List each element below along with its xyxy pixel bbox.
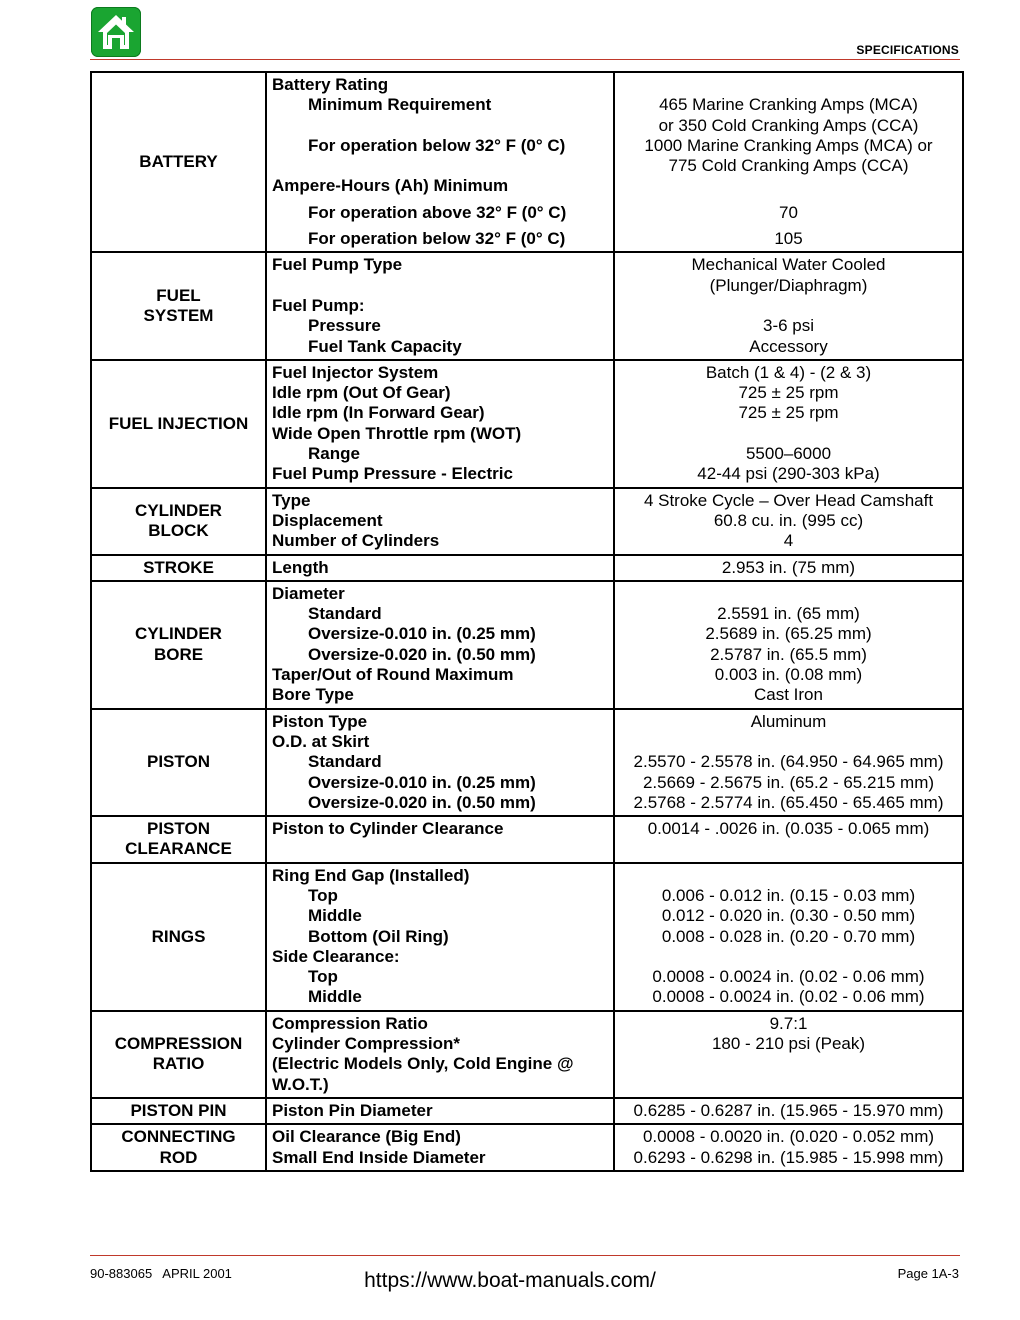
spec-value: 465 Marine Cranking Amps (MCA): [659, 95, 918, 115]
spec-label: Standard: [308, 752, 382, 772]
spec-labels: [266, 1124, 614, 1171]
category-label: CYLINDER: [135, 500, 222, 520]
spec-label: Taper/Out of Round Maximum: [272, 665, 514, 685]
footer-rule: [90, 1255, 960, 1256]
spec-label: Oversize-0.020 in. (0.50 mm): [308, 792, 536, 812]
category-label: PISTON PIN: [130, 1100, 227, 1120]
specifications-table: [90, 71, 964, 1172]
spec-label: Idle rpm (Out Of Gear): [272, 383, 451, 403]
category-label: PISTON: [147, 819, 210, 839]
spec-labels: [266, 709, 614, 816]
category-cell: [91, 581, 266, 709]
spec-label: Small End Inside Diameter: [272, 1147, 486, 1167]
spec-label: Bottom (Oil Ring): [308, 926, 449, 946]
spec-label: Compression Ratio: [272, 1013, 428, 1033]
spec-labels: [266, 1011, 614, 1098]
spec-value: 4 Stroke Cycle – Over Head Camshaft: [643, 490, 934, 510]
website-link[interactable]: https://www.boat-manuals.com/: [364, 1269, 656, 1292]
category-cell: [91, 1098, 266, 1124]
category-cell: [91, 816, 266, 863]
home-button[interactable]: [91, 7, 141, 57]
spec-value: 2.5768 - 2.5774 in. (65.450 - 65.465 mm): [633, 792, 944, 812]
spec-labels: [266, 816, 614, 863]
category-cell: [91, 863, 266, 1011]
spec-value: 725 ± 25 rpm: [738, 383, 839, 403]
spec-value: Accessory: [749, 336, 828, 356]
spec-label: Fuel Pump:: [272, 295, 365, 315]
spec-value: 0.008 - 0.028 in. (0.20 - 0.70 mm): [661, 926, 916, 946]
spec-value: 2.5570 - 2.5578 in. (64.950 - 64.965 mm): [633, 752, 944, 772]
spec-label: Pressure: [308, 316, 381, 336]
spec-labels: [266, 1098, 614, 1124]
spec-value: 42-44 psi (290-303 kPa): [697, 464, 880, 484]
spec-label: For operation above 32° F (0° C): [308, 202, 567, 222]
spec-value: 0.006 - 0.012 in. (0.15 - 0.03 mm): [661, 885, 916, 905]
spec-label: Oversize-0.010 in. (0.25 mm): [308, 772, 536, 792]
spec-label: For operation below 32° F (0° C): [308, 135, 566, 155]
category-label: BORE: [153, 644, 204, 664]
category-label: BLOCK: [148, 521, 209, 541]
table-row-cylinder-block: [91, 488, 963, 555]
spec-label: Side Clearance:: [272, 946, 400, 966]
spec-value: 2.953 in. (75 mm): [721, 557, 856, 577]
spec-label: Battery Rating: [272, 75, 389, 94]
category-label: RATIO: [152, 1054, 205, 1074]
spec-value: or 350 Cold Cranking Amps (CCA): [658, 115, 919, 135]
spec-label: Fuel Pump Pressure - Electric: [272, 464, 513, 484]
category-label: CLEARANCE: [125, 839, 232, 859]
spec-values: [614, 252, 963, 359]
spec-value: Mechanical Water Cooled: [691, 255, 886, 275]
spec-value: 2.5591 in. (65 mm): [717, 604, 860, 624]
spec-value: 3-6 psi: [762, 316, 815, 336]
table-row-piston-clearance: [91, 816, 963, 863]
spec-value: Aluminum: [750, 711, 827, 731]
spec-labels: [266, 863, 614, 1011]
category-label: COMPRESSION: [114, 1034, 243, 1054]
spec-label: Displacement: [272, 510, 383, 530]
spec-label: Range: [308, 444, 360, 464]
spec-label: Middle: [308, 906, 362, 926]
spec-label: Top: [308, 885, 338, 905]
section-title: SPECIFICATIONS: [856, 43, 959, 57]
spec-label: Type: [272, 490, 311, 510]
category-cell: [91, 252, 266, 359]
document-id: 90-883065 APRIL 2001: [90, 1266, 232, 1281]
spec-value: 70: [779, 202, 798, 222]
spec-value: 9.7:1: [769, 1013, 808, 1033]
spec-value: 4: [783, 531, 794, 551]
spec-value: 0.003 in. (0.08 mm): [714, 665, 863, 685]
spec-value: 775 Cold Cranking Amps (CCA): [668, 156, 909, 176]
spec-labels: [266, 555, 614, 581]
spec-label: Fuel Tank Capacity: [308, 336, 462, 356]
spec-values: [614, 1098, 963, 1124]
spec-labels: [266, 488, 614, 555]
spec-labels: [266, 252, 614, 359]
category-label: CYLINDER: [135, 624, 222, 644]
category-cell: [91, 72, 266, 252]
spec-values: [614, 555, 963, 581]
spec-label: Standard: [308, 604, 382, 624]
spec-value: 0.0008 - 0.0020 in. (0.020 - 0.052 mm): [642, 1127, 935, 1147]
spec-label: Number of Cylinders: [272, 531, 440, 551]
spec-label: Oil Clearance (Big End): [272, 1127, 461, 1147]
spec-label: Ampere-Hours (Ah) Minimum: [272, 176, 509, 196]
spec-label: O.D. at Skirt: [272, 731, 370, 751]
spec-value: 0.6293 - 0.6298 in. (15.985 - 15.998 mm): [633, 1147, 944, 1167]
spec-values: [614, 1011, 963, 1098]
header-rule: [90, 59, 960, 60]
category-label: STROKE: [143, 557, 214, 577]
table-row-fuel-injection: [91, 360, 963, 488]
spec-values: [614, 360, 963, 488]
spec-value: Cast Iron: [754, 685, 823, 705]
spec-label: Diameter: [272, 583, 345, 603]
table-row-compression: [91, 1011, 963, 1098]
spec-values: [614, 709, 963, 816]
spec-label: Fuel Injector System: [272, 362, 439, 382]
home-icon: [95, 11, 137, 53]
category-label: RINGS: [151, 926, 206, 946]
spec-values: [614, 1124, 963, 1171]
category-cell: [91, 1011, 266, 1098]
spec-label: Piston Pin Diameter: [272, 1100, 433, 1120]
spec-label: Piston Type: [272, 711, 368, 731]
category-cell: [91, 360, 266, 488]
table-row-fuel-system: [91, 252, 963, 359]
spec-value: Batch (1 & 4) - (2 & 3): [705, 362, 872, 382]
spec-values: [614, 488, 963, 555]
table-row-connecting-rod: [91, 1124, 963, 1171]
spec-label: (Electric Models Only, Cold Engine @ W.O.T.): [272, 1054, 574, 1094]
page-number: Page 1A-3: [897, 1266, 959, 1281]
spec-labels: [266, 360, 614, 488]
spec-label: Oversize-0.010 in. (0.25 mm): [308, 624, 536, 644]
category-label: SYSTEM: [143, 306, 214, 326]
category-cell: [91, 555, 266, 581]
spec-value: 60.8 cu. in. (995 cc): [713, 510, 864, 530]
spec-value: 0.0008 - 0.0024 in. (0.02 - 0.06 mm): [652, 987, 925, 1007]
spec-values: [614, 863, 963, 1011]
spec-value: 0.6285 - 0.6287 in. (15.965 - 15.970 mm): [633, 1100, 944, 1120]
spec-value: 2.5689 in. (65.25 mm): [705, 624, 872, 644]
spec-label: Idle rpm (In Forward Gear): [272, 403, 485, 423]
spec-label: Cylinder Compression*: [272, 1034, 460, 1054]
spec-value: 5500–6000: [745, 444, 832, 464]
spec-label: Middle: [308, 987, 362, 1007]
spec-value: 2.5669 - 2.5675 in. (65.2 - 65.215 mm): [642, 772, 935, 792]
table-row-cylinder-bore: [91, 581, 963, 709]
spec-label: Top: [308, 967, 338, 987]
spec-values: [614, 581, 963, 709]
spec-value: 1000 Marine Cranking Amps (MCA) or: [644, 135, 933, 155]
spec-label: Oversize-0.020 in. (0.50 mm): [308, 644, 536, 664]
spec-value: 105: [774, 229, 803, 249]
category-cell: [91, 709, 266, 816]
spec-label: Fuel Pump Type: [272, 255, 403, 275]
spec-values: [614, 72, 963, 252]
spec-label: Bore Type: [272, 685, 354, 705]
category-label: FUEL INJECTION: [108, 413, 249, 433]
table-row-rings: [91, 863, 963, 1011]
category-label: BATTERY: [139, 152, 218, 172]
spec-label: Wide Open Throttle rpm (WOT): [272, 423, 522, 443]
spec-value: 0.0014 - .0026 in. (0.035 - 0.065 mm): [647, 819, 930, 839]
spec-label: Length: [272, 557, 329, 577]
spec-value: 725 ± 25 rpm: [738, 403, 839, 423]
spec-label: Minimum Requirement: [308, 95, 492, 115]
category-label: ROD: [159, 1147, 198, 1167]
spec-value: (Plunger/Diaphragm): [709, 275, 868, 295]
spec-value: 180 - 210 psi (Peak): [711, 1034, 866, 1054]
category-label: CONNECTING: [121, 1127, 236, 1147]
spec-value: 2.5787 in. (65.5 mm): [710, 644, 867, 664]
spec-labels: [266, 72, 614, 252]
category-label: PISTON: [147, 752, 210, 772]
spec-label: Ring End Gap (Installed): [272, 865, 470, 885]
spec-labels: [266, 581, 614, 709]
spec-values: [614, 816, 963, 863]
spec-value: 0.0008 - 0.0024 in. (0.02 - 0.06 mm): [652, 967, 925, 987]
table-row-battery: [91, 72, 963, 252]
table-row-piston-pin: [91, 1098, 963, 1124]
category-cell: [91, 488, 266, 555]
table-row-piston: [91, 709, 963, 816]
category-cell: [91, 1124, 266, 1171]
spec-label: For operation below 32° F (0° C): [308, 229, 566, 249]
spec-value: 0.012 - 0.020 in. (0.30 - 0.50 mm): [661, 906, 916, 926]
category-label: FUEL: [156, 285, 201, 305]
table-row-stroke: [91, 555, 963, 581]
spec-label: Piston to Cylinder Clearance: [272, 819, 504, 839]
